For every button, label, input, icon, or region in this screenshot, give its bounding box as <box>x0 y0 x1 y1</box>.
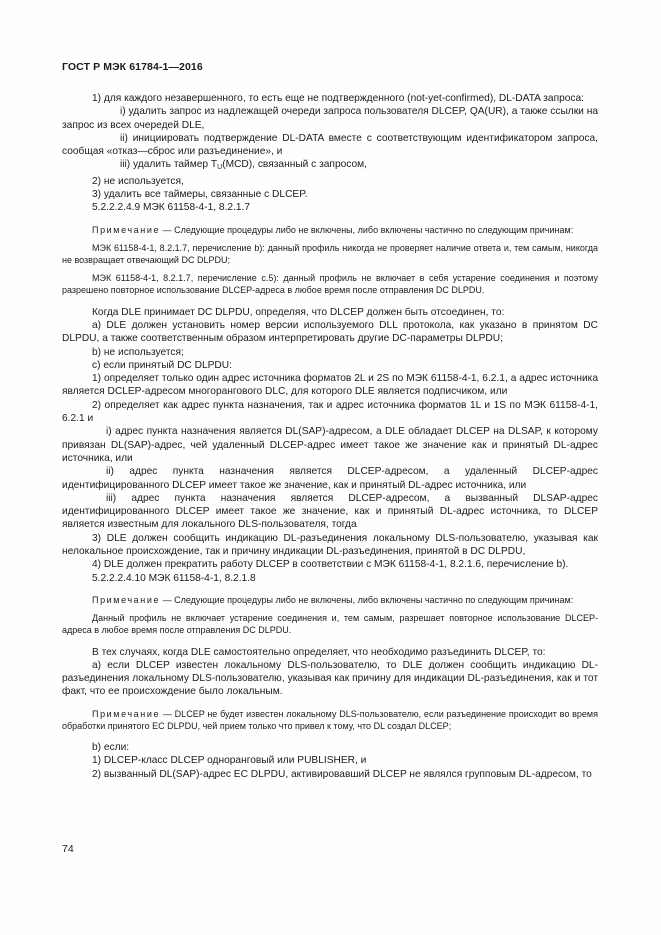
timer-text-tail: (MCD), связанный с запросом, <box>222 159 367 171</box>
paragraph: с) если принятый DC DLPDU: <box>92 359 232 371</box>
paragraph: iii) адрес пункта назначения является DLCEP-адресом, а вызванный DLSAP-адрес идентифицированного DLCEP имеет такое же значение, как и принятый DL-адрес источника, то DLCEP является известным для локального DLS-пользователя, тогда <box>62 492 598 531</box>
paragraph: 4) DLE должен прекратить работу DLCEP в соответствии с МЭК 61158-4-1, 8.2.1.6, перечисление b). <box>92 559 569 571</box>
paragraph: а) DLE должен установить номер версии используемого DLL протокола, как указано в принятом DC DLPDU, а также соответственным образом интерпретировать другие DC-параметры DLPDU; <box>62 319 598 345</box>
note-paragraph: МЭК 61158-4-1, 8.2.1.7, перечисление c.5): данный профиль не включает в себя устарение соединения и поэтому разрешено повторное использование DLCEP-адреса в любое время после отправления DC DLPDU. <box>62 273 598 296</box>
document-body <box>62 92 598 781</box>
note <box>62 224 598 236</box>
section-number: 5.2.2.2.4.10 МЭК 61158-4-1, 8.2.1.8 <box>92 572 256 584</box>
paragraph: Когда DLE принимает DC DLPDU, определяя, что DLCEP должен быть отсоединен, то: <box>92 306 505 318</box>
paragraph: 3) DLE должен сообщить индикацию DL-разъединения локальному DLS-пользователю, указывая как нелокальное происхождение, так и причину индикации DL-разъединения, принятой в DC DLPDU, <box>62 532 598 558</box>
paragraph: 2) вызванный DL(SAP)-адрес EC DLPDU, активировавший DLCEP не являлся групповым DL-адресом, то <box>92 768 592 780</box>
section-number: 5.2.2.2.4.9 МЭК 61158-4-1, 8.2.1.7 <box>92 202 251 214</box>
paragraph <box>62 158 598 174</box>
note-paragraph: Данный профиль не включает устарение соединения и, тем самым, разрешает повторное использование DLCEP-адреса в любое время после отправления DC DLPDU. <box>62 613 598 636</box>
timer-subscript: U <box>217 164 223 172</box>
paragraph: 2) определяет как адрес пункта назначения, так и адрес источника форматов 1L и 1S по МЭК 61158-4-1, 6.2.1 и <box>62 399 598 425</box>
paragraph: i) удалить запрос из надлежащей очереди запроса пользователя DLCEP, QA(UR), а также ссылки на запрос из всех очередей DLE, <box>62 106 598 131</box>
note-label: Примечание <box>92 594 161 605</box>
note-label: Примечание <box>92 224 161 235</box>
paragraph: В тех случаях, когда DLE самостоятельно определяет, что необходимо разъединить DLCEP, то: <box>92 646 546 658</box>
note-paragraph: МЭК 61158-4-1, 8.2.1.7, перечисление b): данный профиль никогда не проверяет наличие ответа и, тем самым, никогда не возвращает отвечающий DC DLPDU; <box>62 242 598 266</box>
paragraph: b) если: <box>92 742 130 754</box>
note <box>62 594 598 606</box>
note-label: Примечание <box>92 708 161 719</box>
paragraph: i) адрес пункта назначения является DL(SAP)-адресом, а DLE обладает DLCEP на DLSAP, к которому привязан DL(SAP)-адрес, чей удаленный DLCEP-адрес имеет такое же значение как и принятый DL-адрес источника, или <box>62 426 598 464</box>
paragraph: а) если DLCEP известен локальному DLS-пользователю, то DLE должен сообщить индикацию DL-разъединения локальному DLS-пользователю, указывая как причину для индикации DL-разъединения, как и тот факт, что ее происхождение было локальным. <box>62 659 598 698</box>
page-number: 74 <box>62 843 74 855</box>
paragraph: b) не используется; <box>92 346 184 358</box>
note-text: — DLCEP не будет известен локальному DLS-пользователю, если разъединение происходит во время обработки принятого EC DLPDU, чей прием только что привел к тому, что DL создал DLCEP; <box>62 708 598 731</box>
paragraph: 1) для каждого незавершенного, то есть еще не подтвержденного (not-yet-confirmed), DL-DATA запроса: <box>92 93 585 104</box>
paragraph: ii) адрес пункта назначения является DLCEP-адресом, а удаленный DLCEP-адрес идентифицированного DLCEP имеет такое же значение, как и принятый DL-адрес источника, или <box>62 466 598 491</box>
paragraph: 1) определяет только один адрес источника форматов 2L и 2S по МЭК 61158-4-1, 6.2.1, а адрес источника является DCLEP-адресом многорангового DLC, для которого DLE является подписчиком, или <box>62 373 598 398</box>
paragraph: 2) не используется, <box>92 175 184 187</box>
paragraph: 1) DLCEP-класс DLCEP одноранговый или PUBLISHER, и <box>92 755 367 767</box>
paragraph: 3) удалить все таймеры, связанные с DLCEP. <box>92 189 308 201</box>
timer-text: iii) удалить таймер T <box>120 159 218 171</box>
document-header: ГОСТ Р МЭК 61784-1—2016 <box>62 61 203 73</box>
note <box>62 708 598 732</box>
note-text: — Следующие процедуры либо не включены, либо включены частично по следующим причинам: <box>160 594 574 605</box>
paragraph: ii) инициировать подтверждение DL-DATA вместе с соответствующим идентификатором запроса, сообщая «отказ—сброс или разъединение», и <box>62 132 598 158</box>
note-text: — Следующие процедуры либо не включены, либо включены частично по следующим причинам: <box>160 224 574 235</box>
